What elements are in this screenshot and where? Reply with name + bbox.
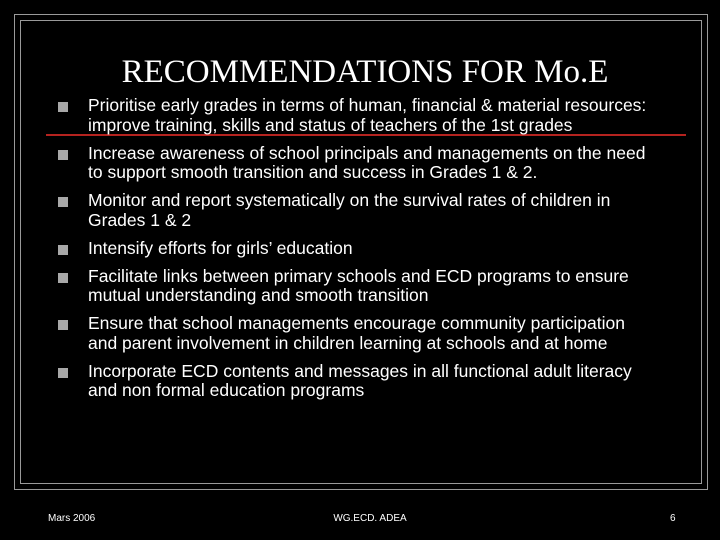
square-bullet-icon bbox=[58, 273, 68, 283]
bullet-text: Facilitate links between primary schools and ECD programs to ensure mutual understanding and smooth transition bbox=[88, 265, 629, 305]
bullet-text: Intensify efforts for girls’ education bbox=[88, 237, 353, 258]
square-bullet-icon bbox=[58, 320, 68, 330]
square-bullet-icon bbox=[58, 245, 68, 255]
list-item bbox=[56, 239, 656, 259]
square-bullet-icon bbox=[58, 368, 68, 378]
square-bullet-icon bbox=[58, 150, 68, 160]
list-item bbox=[56, 362, 656, 401]
list-item bbox=[56, 96, 656, 135]
list-item bbox=[56, 191, 656, 230]
footer-date: Mars 2006 bbox=[48, 513, 96, 524]
footer-organization: WG.ECD. ADEA bbox=[333, 513, 407, 524]
bullet-text: Increase awareness of school principals and managements on the need to support smooth transition and success in Grades 1 & 2. bbox=[88, 142, 646, 182]
list-item bbox=[56, 314, 656, 353]
bullet-text: Monitor and report systematically on the survival rates of children in Grades 1 & 2 bbox=[88, 190, 611, 230]
bullet-text: Incorporate ECD contents and messages in all functional adult literacy and non formal education programs bbox=[88, 360, 632, 400]
square-bullet-icon bbox=[58, 197, 68, 207]
slide-title: RECOMMENDATIONS FOR Mo.E bbox=[121, 54, 609, 90]
bullet-text: Ensure that school managements encourage community participation and parent involvement in children learning at schools and at home bbox=[88, 313, 625, 353]
list-item bbox=[56, 144, 656, 183]
bullet-text: Prioritise early grades in terms of human, financial & material resources: improve training, skills and status of teachers of the 1st grades bbox=[88, 95, 647, 135]
slide-number: 6 bbox=[670, 513, 676, 524]
list-item bbox=[56, 267, 656, 306]
bullet-list bbox=[56, 96, 656, 409]
square-bullet-icon bbox=[58, 102, 68, 112]
